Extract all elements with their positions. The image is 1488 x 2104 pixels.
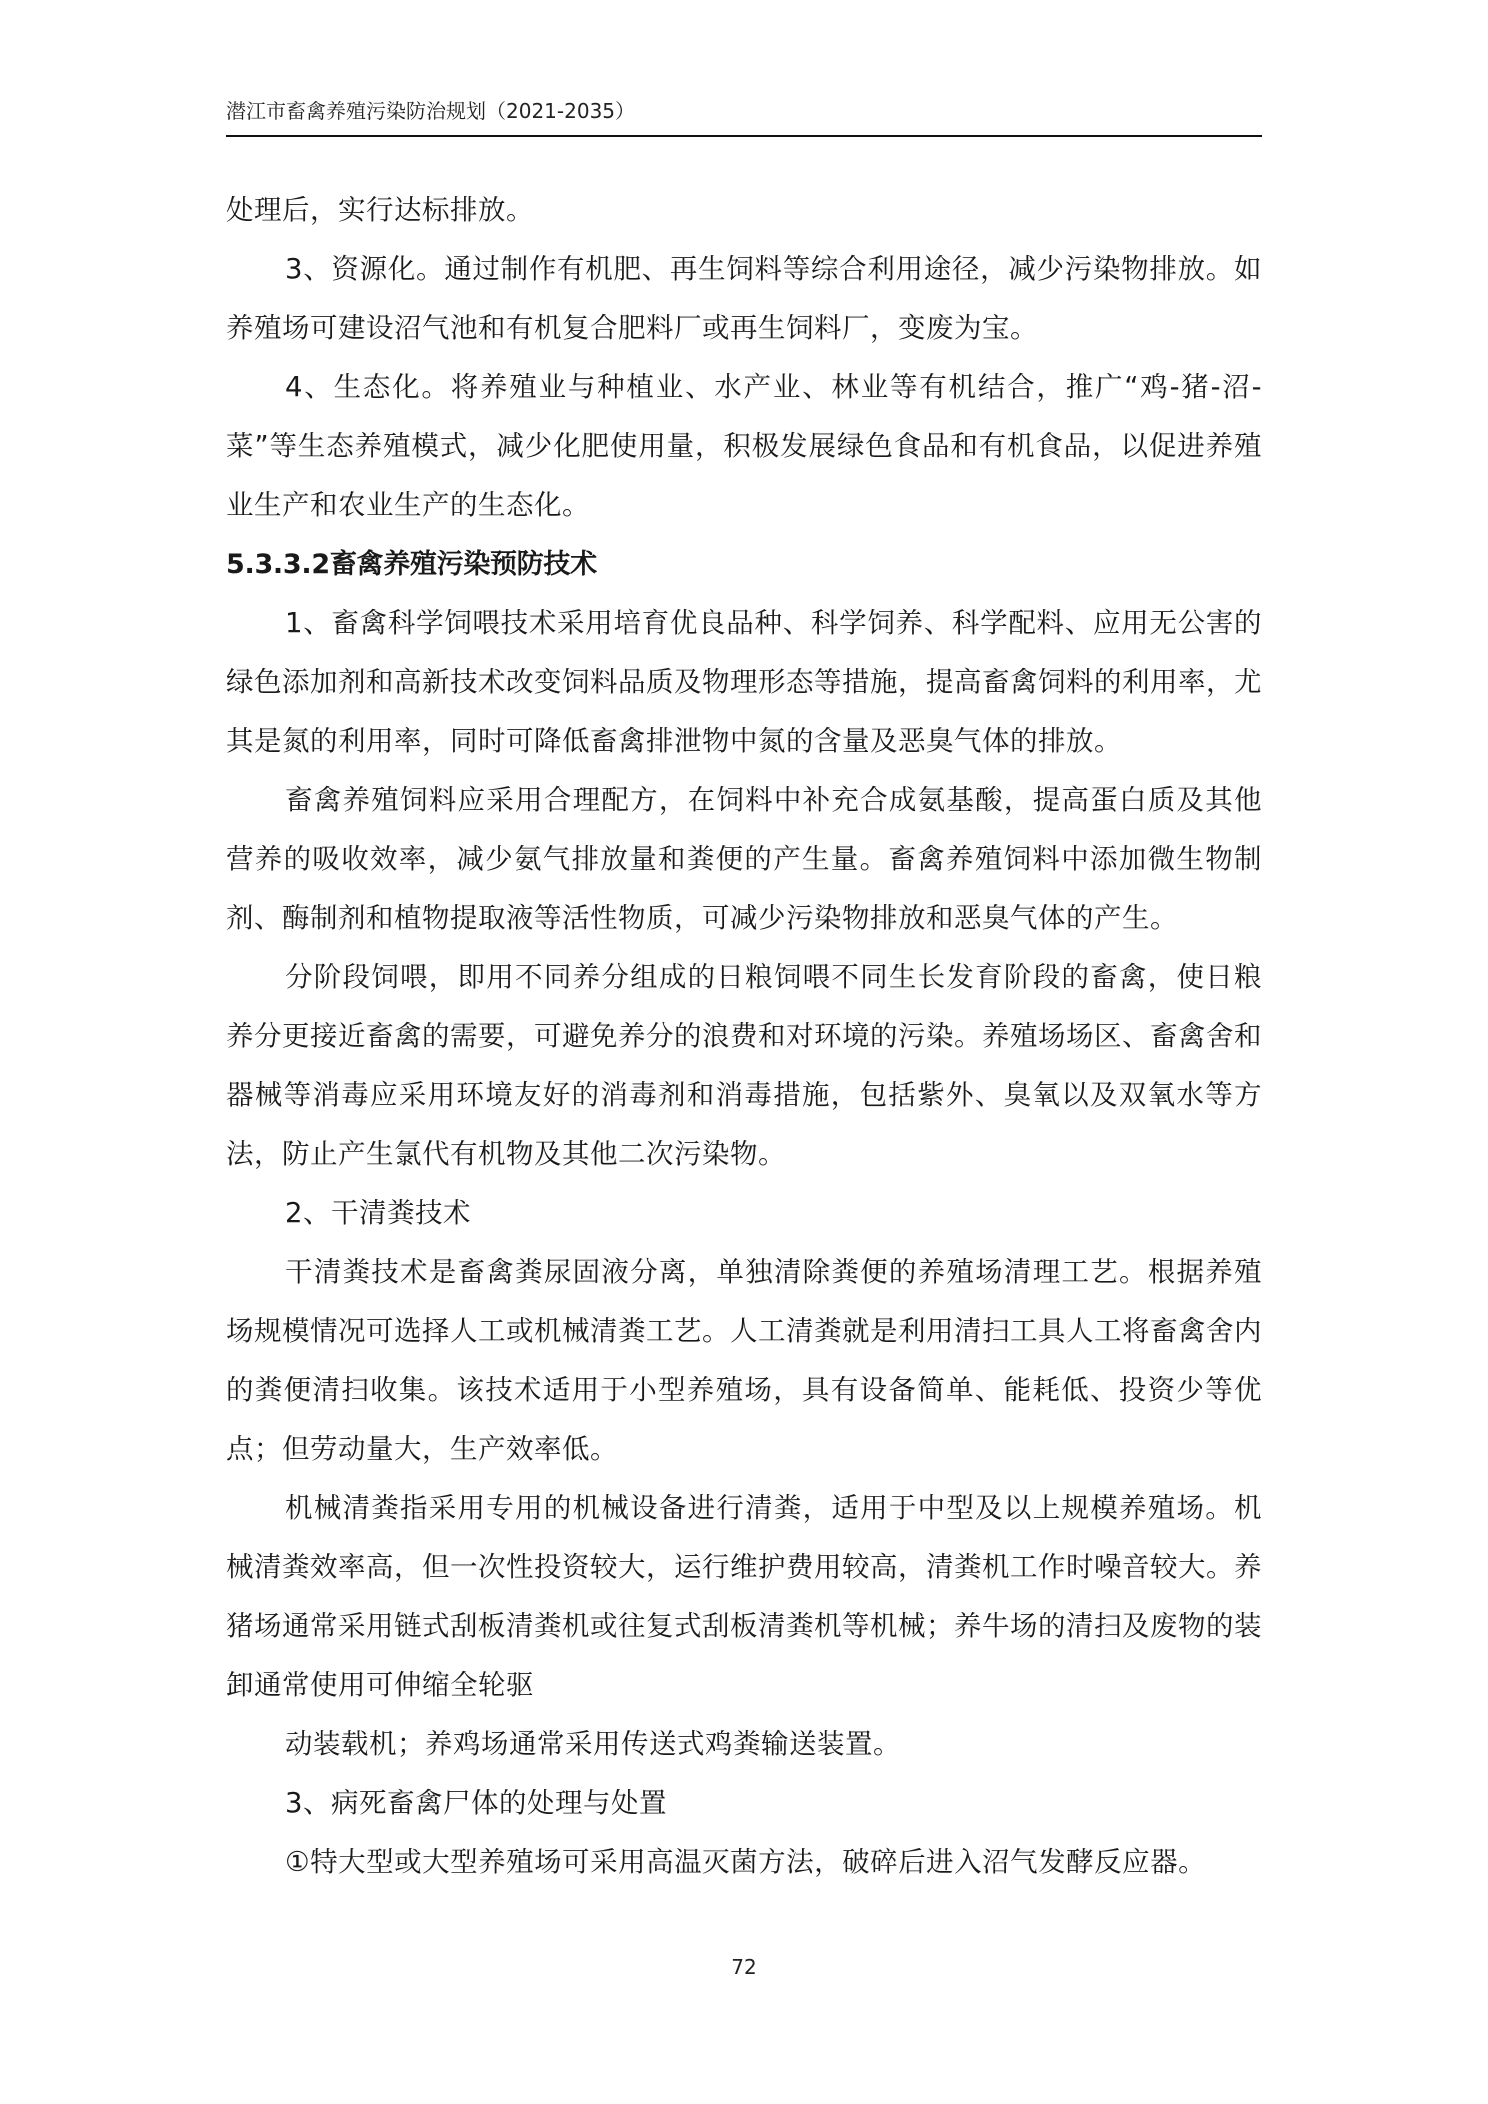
header-divider: [226, 135, 1262, 137]
paragraph-scientific-feeding: 1、畜禽科学饲喂技术采用培育优良品种、科学饲养、科学配料、应用无公害的绿色添加剂和高新技术改变饲料品质及物理形态等措施，提高畜禽饲料的利用率，尤其是氮的利用率，同时可降低畜禽排泄物中氮的含量及恶臭气体的排放。: [226, 607, 1262, 757]
paragraph-phased-feeding: 分阶段饲喂，即用不同养分组成的日粮饲喂不同生长发育阶段的畜禽，使日粮养分更接近畜禽的需要，可避免养分的浪费和对环境的污染。养殖场场区、畜禽舍和器械等消毒应采用环境友好的消毒剂和消毒措施，包括紫外、臭氧以及双氧水等方法，防止产生氯代有机物及其他二次污染物。: [226, 961, 1262, 1170]
paragraph-resource-utilization: 3、资源化。通过制作有机肥、再生饲料等综合利用途径，减少污染物排放。如养殖场可建设沼气池和有机复合肥料厂或再生饲料厂，变废为宝。: [226, 253, 1262, 344]
paragraph-dry-manure-cleaning: 干清粪技术是畜禽粪尿固液分离，单独清除粪便的养殖场清理工艺。根据养殖场规模情况可选择人工或机械清粪工艺。人工清粪就是利用清扫工具人工将畜禽舍内的粪便清扫收集。该技术适用于小型养殖场，具有设备简单、能耗低、投资少等优点；但劳动量大，生产效率低。: [226, 1256, 1262, 1465]
paragraph-high-temperature-sterilization: ①特大型或大型养殖场可采用高温灭菌方法，破碎后进入沼气发酵反应器。: [285, 1846, 1207, 1878]
page-number: 72: [731, 1955, 757, 1979]
paragraph-loader-conveyor: 动装载机；养鸡场通常采用传送式鸡粪输送装置。: [285, 1728, 901, 1760]
paragraph-continuation: 处理后，实行达标排放。: [226, 194, 534, 226]
subheading-dry-manure-cleaning: 2、干清粪技术: [285, 1197, 471, 1229]
paragraph-mechanical-cleaning: 机械清粪指采用专用的机械设备进行清粪，适用于中型及以上规模养殖场。机械清粪效率高，但一次性投资较大，运行维护费用较高，清粪机工作时噪音较大。养猪场通常采用链式刮板清粪机或往复式刮板清粪机等机械；养牛场的清扫及废物的装卸通常使用可伸缩全轮驱: [226, 1492, 1262, 1701]
paragraph-ecologicalization: 4、生态化。将养殖业与种植业、水产业、林业等有机结合，推广“鸡-猪-沼-菜”等生态养殖模式，减少化肥使用量，积极发展绿色食品和有机食品，以促进养殖业生产和农业生产的生态化。: [226, 371, 1262, 521]
page-body: [226, 181, 1262, 1892]
section-heading: 5.3.3.2畜禽养殖污染预防技术: [226, 549, 597, 580]
subheading-carcass-disposal: 3、病死畜禽尸体的处理与处置: [285, 1787, 667, 1819]
paragraph-feed-formula: 畜禽养殖饲料应采用合理配方，在饲料中补充合成氨基酸，提高蛋白质及其他营养的吸收效率，减少氨气排放量和粪便的产生量。畜禽养殖饲料中添加微生物制剂、酶制剂和植物提取液等活性物质，可减少污染物排放和恶臭气体的产生。: [226, 784, 1262, 934]
page-header: 潜江市畜禽养殖污染防治规划（2021-2035）: [226, 99, 636, 123]
